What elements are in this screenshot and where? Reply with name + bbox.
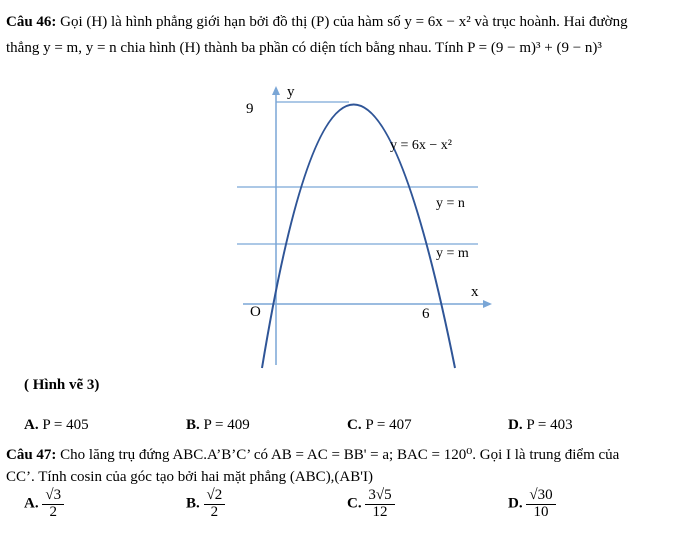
q47-option-d-numerator: √30: [526, 488, 555, 505]
tick-6: 6: [422, 306, 430, 322]
q46-option-a[interactable]: [24, 417, 89, 434]
q46-option-b-text: P = 409: [203, 417, 250, 433]
line-m-label: y = m: [436, 246, 469, 261]
q46-option-c[interactable]: [347, 417, 412, 434]
q46-option-c-text: P = 407: [365, 417, 412, 433]
question-47-text-2: CC’. Tính cosin của góc tạo bởi hai mặt phẳng (ABC),(AB'I): [6, 469, 373, 485]
question-46-label: Câu 46:: [6, 14, 57, 30]
x-axis-label: x: [471, 284, 479, 300]
q47-option-a-letter: A.: [24, 495, 39, 512]
q47-option-a[interactable]: [24, 488, 64, 521]
q47-option-c-fraction: [365, 488, 394, 521]
question-47-line-1: [6, 445, 619, 464]
curve-label: y = 6x − x²: [390, 138, 452, 153]
q46-option-a-letter: A.: [24, 417, 39, 433]
q47-option-d-denominator: 10: [533, 503, 549, 520]
q47-option-d-fraction: [526, 488, 555, 521]
q46-option-d-text: P = 403: [526, 417, 573, 433]
q46-option-d-letter: D.: [508, 417, 523, 433]
figure-caption: ( Hình vẽ 3): [24, 377, 100, 393]
q46-option-b-letter: B.: [186, 417, 200, 433]
q47-option-b-denominator: 2: [210, 503, 219, 520]
q47-option-c[interactable]: [347, 488, 395, 521]
q47-option-c-letter: C.: [347, 495, 362, 512]
y-axis-label: y: [287, 84, 295, 100]
question-47-text-1: Cho lăng trụ đứng ABC.A’B’C’ có AB = AC = BB' = a; BAC = 120⁰. Gọi I là trung điểm của: [60, 447, 620, 463]
q46-option-d[interactable]: [508, 417, 573, 434]
q47-option-b-numerator: √2: [204, 488, 226, 505]
question-47-line-2: [6, 469, 373, 486]
q46-option-a-text: P = 405: [42, 417, 89, 433]
tick-9: 9: [246, 101, 254, 117]
q47-option-b-fraction: [204, 488, 226, 521]
y-axis-arrow: [272, 86, 280, 95]
q47-option-b-letter: B.: [186, 495, 200, 512]
q47-option-a-numerator: √3: [42, 488, 64, 505]
q47-option-a-denominator: 2: [49, 503, 57, 520]
q47-option-d-letter: D.: [508, 495, 523, 512]
question-47-label: Câu 47:: [6, 447, 57, 463]
q47-option-a-fraction: [42, 488, 64, 521]
x-axis-arrow: [483, 300, 492, 308]
q46-option-c-letter: C.: [347, 417, 362, 433]
q47-option-b[interactable]: [186, 488, 225, 521]
line-n-label: y = n: [436, 196, 465, 211]
origin-label: O: [250, 304, 261, 320]
question-46-text-1: Gọi (H) là hình phẳng giới hạn bởi đồ thị (P) của hàm số y = 6x − x² và trục hoành. Hai đường: [60, 14, 628, 30]
question-46-text-2: thẳng y = m, y = n chia hình (H) thành ba phần có diện tích bằng nhau. Tính P = (9 − m)³ + (9 − n)³: [6, 40, 602, 56]
q47-option-c-denominator: 12: [372, 503, 388, 520]
q46-option-b[interactable]: [186, 417, 250, 434]
q47-option-c-numerator: 3√5: [365, 488, 394, 505]
q47-option-d[interactable]: [508, 488, 556, 521]
